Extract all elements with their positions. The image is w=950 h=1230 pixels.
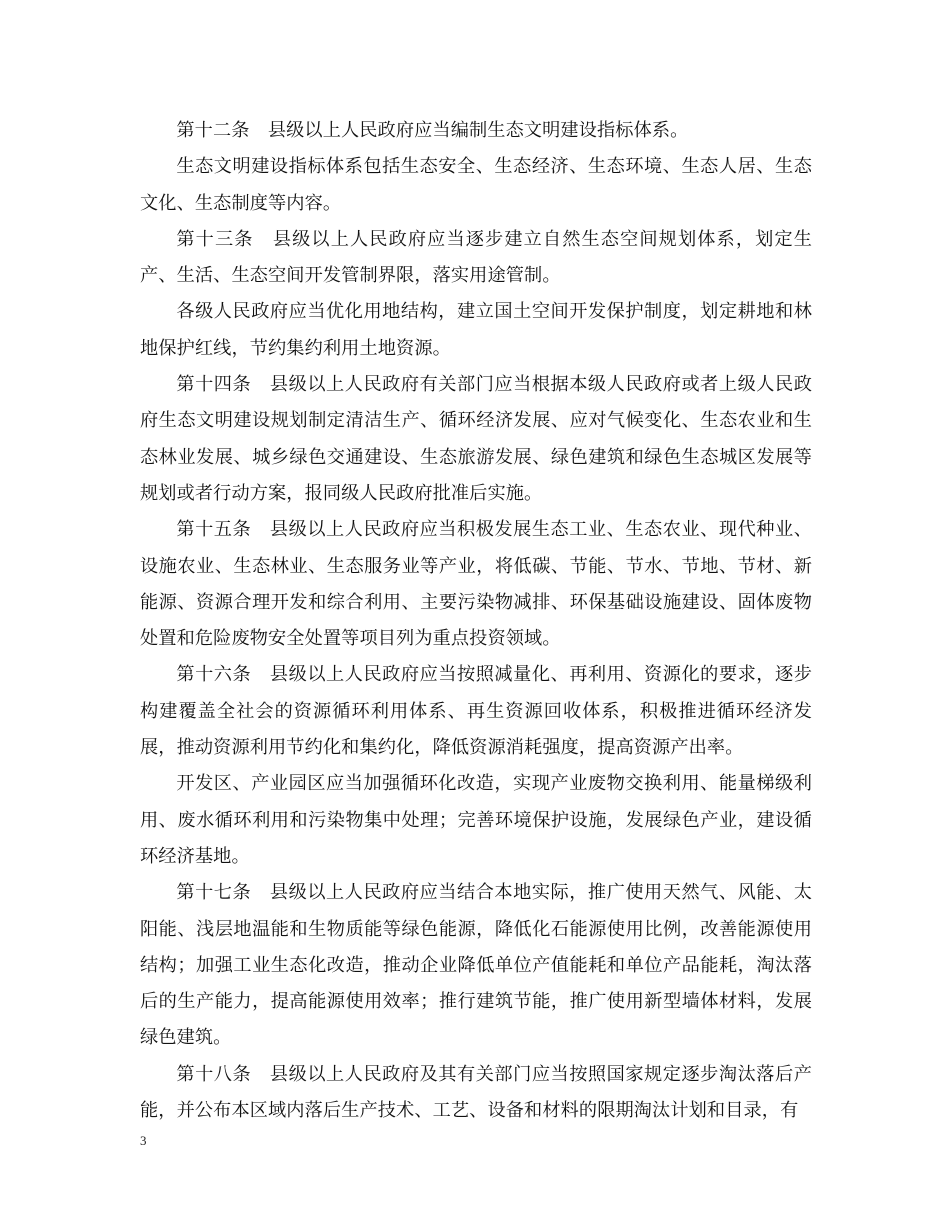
paragraph-article-12: 第十二条 县级以上人民政府应当编制生态文明建设指标体系。 (176, 120, 689, 141)
paragraph-article-15: 第十五条 县级以上人民政府应当积极发展生态工业、生态农业、现代种业、设施农业、生态林业、生态服务业等产业，将低碳、节能、节水、节地、节材、新能源、资源合理开发和综合利用、主要污染物减排、环保基础设施建设、固体废物处置和危险废物安全处置等项目列为重点投资领域。 (140, 519, 812, 650)
paragraph-article-13: 第十三条 县级以上人民政府应当逐步建立自然生态空间规划体系，划定生产、生活、生态空间开发管制界限，落实用途管制。 (140, 228, 812, 287)
paragraph-article-16: 第十六条 县级以上人民政府应当按照减量化、再利用、资源化的要求，逐步构建覆盖全社会的资源循环利用体系、再生资源回收体系，积极推进循环经济发展，推动资源利用节约化和集约化，降低资源消耗强度，提高资源产出率。 (140, 664, 812, 759)
paragraph-industrial-parks: 开发区、产业园区应当加强循环化改造，实现产业废物交换利用、能量梯级利用、废水循环利用和污染物集中处理；完善环境保护设施，发展绿色产业，建设循环经济基地。 (140, 773, 812, 867)
paragraph-indicator-system: 生态文明建设指标体系包括生态安全、生态经济、生态环境、生态人居、生态文化、生态制度等内容。 (140, 156, 812, 214)
paragraph-article-17: 第十七条 县级以上人民政府应当结合本地实际，推广使用天然气、风能、太阳能、浅层地温能和生物质能等绿色能源，降低化石能源使用比例，改善能源使用结构；加强工业生态化改造，推动企业降低单位产值能耗和单位产品能耗，淘汰落后的生产能力，提高能源使用效率；推行建筑节能，推广使用新型墙体材料，发展绿色建筑。 (140, 882, 812, 1049)
document-body (140, 113, 812, 1129)
paragraph-article-18: 第十八条 县级以上人民政府及其有关部门应当按照国家规定逐步淘汰落后产能，并公布本区域内落后生产技术、工艺、设备和材料的限期淘汰计划和目录，有 (140, 1063, 812, 1122)
page-number: 3 (140, 1133, 147, 1148)
paragraph-article-14: 第十四条 县级以上人民政府有关部门应当根据本级人民政府或者上级人民政府生态文明建设规划制定清洁生产、循环经济发展、应对气候变化、生态农业和生态林业发展、城乡绿色交通建设、生态旅游发展、绿色建筑和绿色生态城区发展等规划或者行动方案，报同级人民政府批准后实施。 (140, 374, 812, 504)
paragraph-land-use: 各级人民政府应当优化用地结构，建立国土空间开发保护制度，划定耕地和林地保护红线，节约集约利用土地资源。 (140, 301, 812, 359)
